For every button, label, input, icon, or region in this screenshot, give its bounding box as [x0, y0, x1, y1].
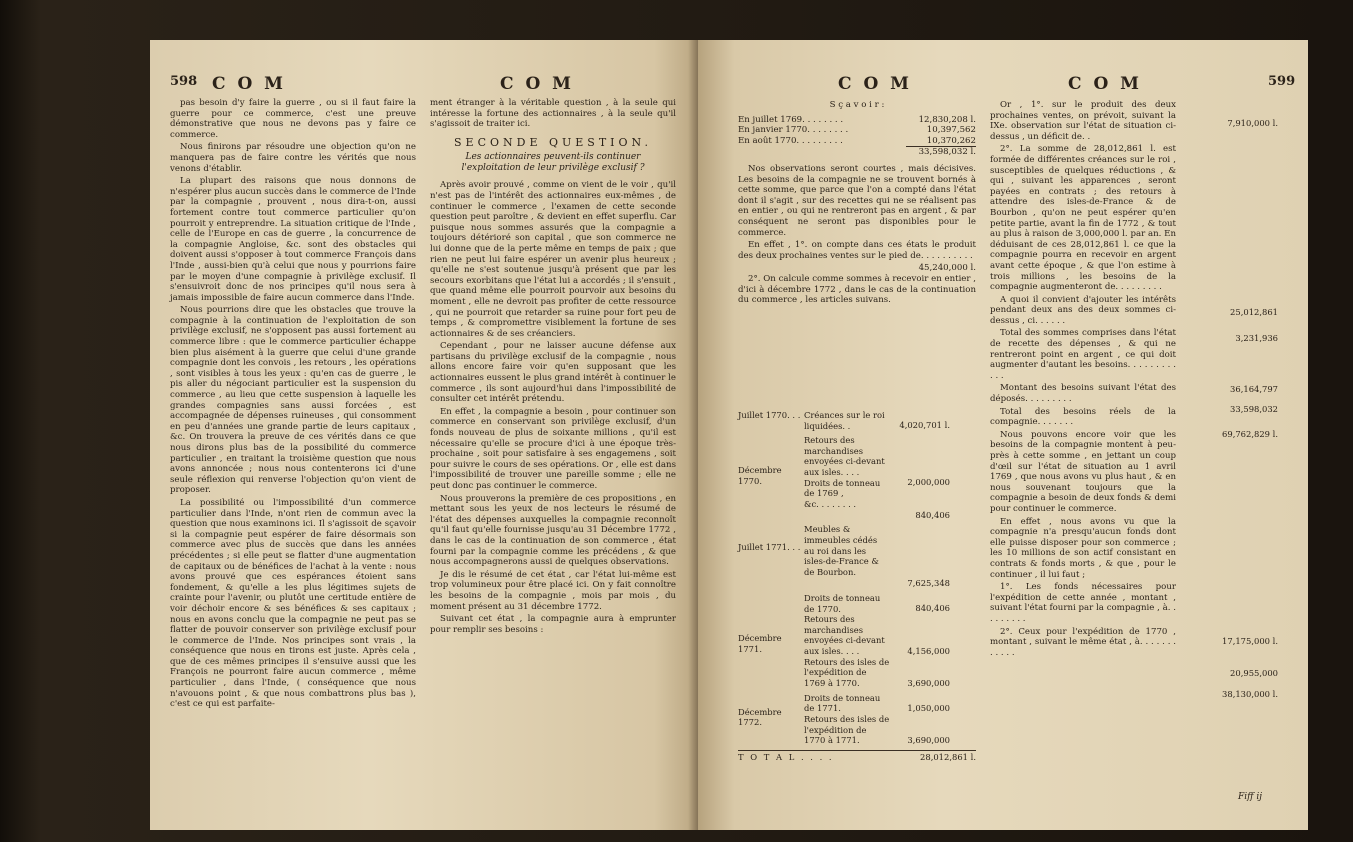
- ledger-item: Retours des isles de l'expédition de 1769 à 1770.: [804, 656, 890, 688]
- running-head-left-1: C O M: [212, 74, 286, 94]
- paragraph: Total des besoins réels de la compagnie. . . . . . .: [990, 406, 1176, 428]
- ledger-value: 4,020,701 l.: [899, 420, 950, 430]
- paragraph: ment étranger à la véritable question , à la seule qui intéresse la fortune des actionnaires , à la seule qu'il s'agissoit de traiter ici.: [430, 98, 676, 130]
- ledger-period: Décembre 1770.: [738, 465, 782, 486]
- margin-value: 3,231,936: [1235, 333, 1278, 344]
- left-column-1: [170, 98, 416, 712]
- margin-value: 7,910,000 l.: [1227, 118, 1278, 128]
- left-column-2: [430, 98, 676, 637]
- right-page: [698, 40, 1308, 830]
- ledger-value: 3,690,000: [907, 735, 950, 746]
- ledger-item: Retours des marchandises envoyées ci-devant aux isles. . . .: [804, 614, 885, 656]
- ledger-value: 840,406: [915, 509, 950, 520]
- running-head-right-1: C O M: [838, 74, 912, 94]
- paragraph: Je dis le résumé de cet état , car l'état lui-même est trop volumineux pour être placé ici. On y fait connoître les besoins de la compagnie , mois par mois , du moment présent au 31 décembre 1772.: [430, 569, 676, 612]
- paragraph: 2°. La somme de 28,012,861 l. est formée de différentes créances sur le roi , susceptibles de quelques réductions , & qui , suivant les apparences , seront payées en contrats ; des retours à attendre des isles-de-France & de Bourbon , qu'on ne peut espérer qu'en petite partie, avant la fin de 1772 , & tout au plus à raison de 3,000,000 l. par an. En déduisant de ces 28,012,861 l. ce que la compagnie pourra en recevoir en argent avant cette époque , & que l'on estime à trois millions , les besoins de la compagnie augmenteront de. . . . . . . . .: [990, 144, 1176, 293]
- ledger-value: 4,156,000: [907, 645, 950, 656]
- ledger-value: 7,625,348: [907, 578, 950, 589]
- paragraph: La plupart des raisons que nous donnons de n'espérer plus aucun succès dans le commerce de l'Inde par la compagnie , prouvent , nous dira-t-on, aussi fortement contre tout commerce particulier qu'on pourroit y entreprendre. La situation critique de l'Inde , celle de l'Europe en cas de guerre , la concurrence de la compagnie Angloise, &c. sont des obstacles qui doivent aussi s'opposer à tout commerce François dans l'Inde , aussi-bien qu'à celui que nous y pourrions faire par le moyen d'une compagnie à privilège exclusif. Il s'ensuivroit donc de nos principes qu'il nous sera à jamais impossible de faire aucun commerce dans l'Inde.: [170, 176, 416, 303]
- section-title: SECONDE QUESTION.: [454, 135, 652, 149]
- ledger-item: &c. . . . . . . .: [804, 498, 857, 509]
- ledger-item: Droits de tonneau de 1771.: [804, 692, 881, 714]
- paragraph: Total des sommes comprises dans l'état de recette des dépenses , & qui ne rentreront point en argent , ce qui doit augmenter d'autant les besoins. . . . . . . . . . . .: [990, 328, 1176, 381]
- paragraph: A quoi il convient d'ajouter les intérêts pendant deux ans des deux sommes ci-dessus , ci. . . . . .: [990, 294, 1176, 326]
- margin-values: [1182, 98, 1278, 699]
- margin-value: 17,175,000 l.: [1222, 635, 1278, 646]
- ledger-group: [738, 593, 976, 689]
- ventes-amount: 45,240,000 l.: [918, 263, 976, 274]
- ledger-value: 840,406: [915, 602, 950, 613]
- margin-value: 38,130,000 l.: [1222, 688, 1278, 699]
- paragraph: Montant des besoins suivant l'état des déposés. . . . . . . . .: [990, 383, 1176, 405]
- paragraph: 1°. Les fonds nécessaires pour l'expédition de cette année , montant , suivant l'état fourni par la compagnie , à. . . . . . . . .: [990, 582, 1176, 624]
- ledger-item: Retours des marchandises envoyées ci-devant aux isles. . . .: [804, 435, 885, 477]
- paragraph: Nous pourrions dire que les obstacles que trouve la compagnie à la continuation de l'exploitation de son privilège exclusif, ne s'opposent pas aussi fortement au commerce libre : que le commerce particulier échappe bien plus aisément à la guerre que celui d'une grande compagnie dont les convois , les retours , les opérations , sont visibles à tous les yeux : qu'en cas de guerre , le pis aller du négociant particulier est la suspension du commerce , au lieu que cette suspension à laquelle les grandes compagnies sans aussi forcées , est accompagnée de dépenses ruineuses , qui consomment en peu d'années une grande partie de leurs capitaux , &c. On trouvera la preuve de ces vérités dans ce que nous dirons plus bas de la possibilité du commerce particulier , en traitant la troisième question que nous avons annoncée ; nous nous contenterons ici d'une seule réflexion qui renverse l'objection qu'on vient de proposer.: [170, 305, 416, 496]
- paragraph: La possibilité ou l'impossibilité d'un commerce particulier dans l'Inde, n'ont rien de commun avec la question que nous examinons ici. Il s'agissoit de sçavoir si la compagnie peut espérer de faire désormais son commerce avec plus de succès que dans les années précédentes ; si elle peut se flatter d'une augmentation de capitaux ou de bénéfices de l'achat à la vente : nous avons prouvé que ces espérances étoient sans fondement, & qu'elle a les plus légitimes sujets de crainte pour l'avenir, ou plutôt une certitude entière de voir déchoir encore & ses bénéfices & ses capitaux ; nous en avons conclu que la compagnie ne peut pas se flatter de pouvoir conserver son privilège exclusif pour le commerce de l'Inde. Nos principes sont vrais , la conséquence que nous en tirons est juste. Après cela , que de ces mêmes principes il s'ensuive aussi que les François ne pourront faire aucun commerce , même particulier , dans l'Inde, ( conséquence que nous n'avouons point , & que nous combattrons plus bas ), c'est ce qui est parfaite-: [170, 497, 416, 710]
- margin-value: 36,164,797: [1230, 383, 1278, 394]
- paragraph: 2°. On calcule comme sommes à recevoir en entier , d'ici à décembre 1772 , dans le cas de la continuation du commerce , les articles suivans.: [738, 273, 976, 306]
- paragraph: En effet , la compagnie a besoin , pour continuer son commerce en conservant son privilège exclusif, d'un fonds nouveau de plus de soixante millions , qu'il est nécessaire qu'elle se procure d'ici à une époque très-prochaine , soit pour satisfaire à ses engagemens , soit pour suivre le cours de ses opérations. Or , elle est dans l'impossibilité de trouver une pareille somme ; elle ne peut donc pas continuer le commerce.: [430, 406, 676, 491]
- catchword: Fiff ij: [1238, 792, 1263, 802]
- paragraph: Or , 1°. sur le produit des deux prochaines ventes, on prévoit, suivant la IXe. observation sur l'état de situation ci-dessus , un déficit de. .: [990, 100, 1176, 142]
- top-entry: En août 1770. . . . . . . . . 10,370,262: [738, 135, 976, 146]
- ledger-period: Juillet 1770. . .: [738, 410, 801, 420]
- paragraph: En effet , 1°. on compte dans ces états le produit des deux prochaines ventes sur le pied de. . . . . . . . . .: [738, 240, 976, 261]
- ledger-value: 2,000,000: [907, 477, 950, 488]
- ledger-group: [738, 410, 976, 431]
- margin-value: 33,598,032: [1230, 404, 1278, 415]
- ledger-item: Meubles & immeubles cédés au roi dans les isles-de-France & de Bourbon.: [804, 524, 879, 577]
- ledger-group: [738, 435, 976, 520]
- ledger-item: Créances sur le roi liquidées. .: [804, 410, 885, 431]
- margin-value: 25,012,861: [1230, 306, 1278, 317]
- ledger-total: T O T A L . . . . 28,012,861 l.: [738, 751, 976, 762]
- ledger-item: Droits de tonneau de 1770.: [804, 592, 881, 614]
- top-entry: En juillet 1769. . . . . . . . 12,830,208 l.: [738, 114, 976, 125]
- paragraph: En effet , nous avons vu que la compagnie n'a presqu'aucun fonds dont elle puisse disposer pour son commerce ; les 10 millions de son actif consistant en contrats & fonds morts , & que , pour le continuer , il lui faut ;: [990, 516, 1176, 580]
- margin-value: 20,955,000: [1230, 668, 1278, 679]
- page-number-left: 598: [170, 74, 198, 89]
- paragraph: Nous prouverons la première de ces propositions , en mettant sous les yeux de nos lecteurs le résumé de l'état des dépenses auxquelles la compagnie reconnoît qu'il faut qu'elle fournisse jusqu'au 31 Décembre 1772 , dans le cas de la continuation de son commerce , état fourni par la compagnie comme les précédens , & que nous accompagnerons aussi de quelques observations.: [430, 493, 676, 568]
- paragraph: 2°. Ceux pour l'expédition de 1770 , montant , suivant le même état , à. . . . . . . . . . . .: [990, 626, 1176, 658]
- ledger-group: [738, 524, 976, 589]
- top-total: 33,598,032 l.: [918, 147, 976, 158]
- right-column-1: [738, 100, 976, 308]
- top-entry: En janvier 1770. . . . . . . . 10,397,562: [738, 125, 976, 136]
- paragraph: Nous pouvons encore voir que les besoins de la compagnie montent à peu-près à cette somme , en jettant un coup d'œil sur l'état de situation au 1 avril 1769 , que nous avons vu plus haut , & en nous souvenant toujours que la compagnie a besoin de deux fonds & demi pour continuer le commerce.: [990, 429, 1176, 514]
- paragraph: Après avoir prouvé , comme on vient de le voir , qu'il n'est pas de l'intérêt des actionnaires eux-mêmes , de continuer le commerce , l'examen de cette seconde question peut paroître , & devient en effet superflu. Car puisque nous sommes assurés que la compagnie a toujours détérioré son capital , que son commerce ne lui donne que de la perte même en temps de paix ; que rien ne peut lui faire espérer un avenir plus heureux ; qu'elle ne s'est soutenue jusqu'à présent que par les secours exorbitans que l'état lui a accordés ; il s'ensuit , que quand même elle pourroit pourvoir aux besoins du moment , elle ne devroit pas profiter de cette ressource , qui ne pourroit que retarder sa ruine pour fort peu de temps , & compromettre visiblement la fortune de ses actionnaires & de ses créanciers.: [430, 180, 676, 339]
- margin-value: 69,762,829 l.: [1222, 428, 1278, 439]
- ledger-group: [738, 693, 976, 746]
- running-head-right-2: C O M: [1068, 74, 1142, 94]
- ledger-item: Retours des isles de l'expédition de 1770 à 1771.: [804, 713, 890, 746]
- paragraph: Suivant cet état , la compagnie aura à emprunter pour remplir ses besoins :: [430, 614, 676, 635]
- header-label: S ç a v o i r :: [829, 100, 885, 110]
- ledger-value: 1,050,000: [907, 702, 950, 713]
- running-head-left-2: C O M: [500, 74, 574, 94]
- ledger-period: Décembre 1772.: [738, 706, 782, 728]
- right-column-2: [990, 100, 1176, 660]
- ledger-period: Juillet 1771. . .: [738, 542, 801, 553]
- question-heading: Les actionnaires peuvent-ils continuer l'exploitation de leur privilège exclusif ?: [461, 152, 645, 174]
- ledger-period: Décembre 1771.: [738, 632, 782, 654]
- paragraph: Cependant , pour ne laisser aucune défense aux partisans du privilège exclusif de la compagnie , nous allons encore faire voir qu'en supposant que les actionnaires eussent le plus grand intérêt à continuer le commerce , ils sont aujourd'hui dans l'impossibilité de consulter cet intérêt prétendu.: [430, 341, 676, 405]
- left-page: [150, 40, 698, 830]
- paragraph: Nous finirons par résoudre une objection qu'on ne manquera pas de faire contre les vérités que nous venons d'établir.: [170, 142, 416, 174]
- page-number-right: 599: [1268, 74, 1296, 89]
- paragraph: pas besoin d'y faire la guerre , ou si il faut faire la guerre pour ce commerce, c'est une preuve démonstrative que nous ne devons pas y faire ce commerce.: [170, 98, 416, 140]
- ledger: [738, 410, 976, 763]
- ledger-value: 3,690,000: [907, 678, 950, 689]
- ledger-item: Droits de tonneau de 1769 ,: [804, 477, 881, 499]
- paragraph: Nos observations seront courtes , mais décisives. Les besoins de la compagnie ne se trouvent bornés à cette somme, que parce que l'on a compté dans l'état dont il s'agit , sur des recettes qui ne se réalisent pas en entier , ou qui ne rentreront pas en argent , & par conséquent ne seront pas disponibles pour le commerce.: [738, 163, 976, 238]
